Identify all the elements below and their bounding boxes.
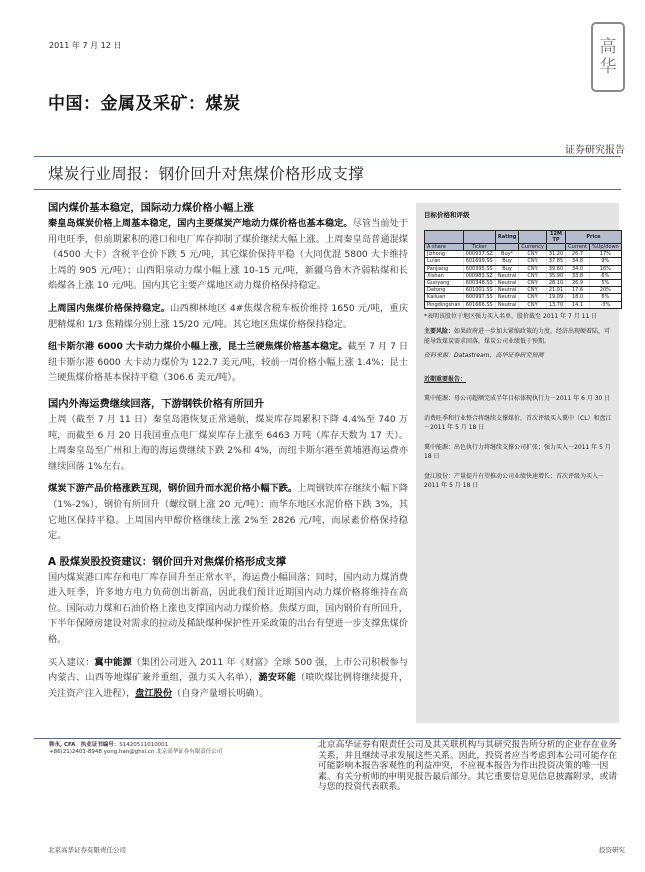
cell-updown: 20% <box>589 287 621 294</box>
cell-tp: 39.60 <box>546 265 565 272</box>
stock-name: 潞安环能 <box>258 672 296 684</box>
divider-top <box>34 156 621 157</box>
column-header <box>546 243 565 250</box>
paragraph-lead: 上周国内焦煤价格保持稳定。 <box>48 302 171 314</box>
divider-bottom <box>34 738 621 739</box>
headline: 煤炭行业周报：钢价回升对焦煤价格形成支撑 <box>48 165 365 183</box>
cell-current: 26.9 <box>566 279 590 286</box>
cell-currency: CNY <box>519 251 547 258</box>
table-row <box>425 294 622 301</box>
cell-tp: 28.10 <box>546 279 565 286</box>
stock-note: （集团公司进入 2011 年《财富》全球 500 强，上市公司积极参与内蒙古、山西等地煤矿兼并重组，强力买入名单）， <box>48 656 409 684</box>
column-header <box>495 243 518 250</box>
cell-name: Jizhong <box>425 251 464 258</box>
cell-current: 34.8 <box>566 258 590 265</box>
stock-note: （喷吹煤比例将继续提升，关注资产注入进程）， <box>48 672 409 699</box>
data-source: 资料来源：Datastream，高华证券研究预测 <box>424 352 544 360</box>
footer-label: 投资研究 <box>599 846 625 854</box>
cell-updown: 16% <box>589 265 621 272</box>
cell-name: Pingdingshan <box>425 301 464 308</box>
cell-currency: CNY <box>519 258 547 265</box>
paragraph-lead: 煤炭下游产品价格涨跌互现，钢价回升而水泥价格小幅下跌。 <box>48 483 298 495</box>
cell-currency: CNY <box>519 272 547 279</box>
cell-updown: 6% <box>589 272 621 279</box>
cell-tp: 19.09 <box>546 294 565 301</box>
column-header: Current <box>566 243 590 250</box>
cell-rating: Neutral <box>495 301 518 308</box>
cell-name: Xishan <box>425 272 464 279</box>
main-body <box>48 200 408 711</box>
cell-current: 17.6 <box>566 287 590 294</box>
paragraph-text: 山西柳林地区 4#焦煤含税车板价维持 1650 元/吨，重庆肥精煤和 1/3 焦精煤分别上涨 15/20 元/吨。其它地区焦煤价格保持稳定。 <box>48 302 409 330</box>
cell-updown: 5% <box>589 279 621 286</box>
risk-text: 如果政府进一步加大紧缩政策的力度，经济出现硬着陆，可能导致煤炭需求回落，煤炭公司业绩低于预期。 <box>424 328 611 345</box>
cell-name: Guoyang <box>425 279 464 286</box>
paragraph <box>48 339 408 386</box>
cell-tp: 21.01 <box>546 287 565 294</box>
cell-tp: 35.90 <box>546 272 565 279</box>
cell-ticker: 000983.SZ <box>463 272 495 279</box>
logo-char-1: 高 <box>599 37 617 57</box>
cell-ticker: 601001.SS <box>463 287 495 294</box>
section-title: 国内煤价基本稳定，国际动力煤价格小幅上涨 <box>48 202 254 214</box>
cell-updown: 17% <box>589 251 621 258</box>
gaohua-logo <box>591 22 625 92</box>
cell-currency: CNY <box>519 294 547 301</box>
table-row <box>425 272 622 279</box>
cell-rating: Neutral <box>495 287 518 294</box>
cell-current: 34.0 <box>566 265 590 272</box>
related-report[interactable]: 冀中能源：出色执行力将继续支撑公司扩张；强力买入－2011 年 5 月 18 日 <box>424 443 611 461</box>
table-row <box>425 258 622 265</box>
section-title: A 股煤炭股投资建议：钢价回升对焦煤价格形成支撑 <box>48 555 287 568</box>
cell-updown: 6% <box>589 294 621 301</box>
section-title: 国内外海运费继续回落，下游钢铁价格有所回升 <box>48 397 265 410</box>
sector-title: 中国：金属及采矿：煤炭 <box>48 94 241 114</box>
related-report[interactable]: 冀中能源：母公司超额完成半年目标体现执行力－2011 年 6 月 30 日 <box>424 395 611 403</box>
report-type: 证券研究报告 <box>565 145 625 156</box>
column-group: 12M TP <box>546 230 565 243</box>
cell-current: 18.0 <box>566 294 590 301</box>
cell-tp: 31.20 <box>546 251 565 258</box>
related-report[interactable]: 盘江股份：产量提升有望推动公司业绩快速增长；首次评级为买入－2011 年 5 月 18 日 <box>424 472 605 490</box>
column-header: Currency <box>519 243 547 250</box>
cell-current: 26.7 <box>566 251 590 258</box>
column-header: Ticker <box>463 243 495 250</box>
paragraph-lead: 纽卡斯尔港 6000 大卡动力煤价小幅上涨，昆士兰硬焦煤价格基本稳定。 <box>48 341 348 353</box>
stock-name: 冀中能源 <box>94 656 132 668</box>
cell-ticker: 000937.SZ <box>463 251 495 258</box>
cell-name: Panjiang <box>425 265 464 272</box>
analyst-name: 韩永, CFA <box>49 742 76 748</box>
license-label: 执业证书编号： <box>80 742 120 748</box>
analyst-info <box>49 742 222 756</box>
cell-updown: 9% <box>589 258 621 265</box>
table-row <box>425 287 622 294</box>
paragraph-text: 上周钢铁库存继续小幅下降（1%-2%），钢价有所回升（螺纹钢上涨 20 元/吨）；而华东地区水泥价格下跌 3%，其它地区保持平稳。上周国内甲醇价格继续上涨 2%至 2826 元/吨，而尿素价格保持稳定。 <box>48 483 409 542</box>
recommendation-prefix: 买入建议： <box>48 656 95 668</box>
paragraph <box>48 412 408 474</box>
column-header: A share <box>425 243 464 250</box>
column-header: %Up/down <box>589 243 621 250</box>
column-group: Rating <box>495 230 518 243</box>
risk-label: 主要风险： <box>424 328 455 336</box>
table-row <box>425 251 622 258</box>
cell-rating: Neutral <box>495 279 518 286</box>
cell-rating: Buy <box>495 265 518 272</box>
paragraph-text: 上周（截至 7 月 11 日）秦皇岛港恢复正常通航，煤炭库存周累积下降 4.4%至 740 万吨，而截至 6 月 20 日我国重点电厂煤炭库存上涨至 6463 万吨（库存天数为 17 天）。上周秦皇岛至广州和上海的海运费继续下跌 2%和 4%，而纽卡斯尔港至黄埔港海运费亦继续回落 1%左右。 <box>48 413 408 472</box>
paragraph <box>48 481 408 543</box>
paragraph-text: 国内煤炭港口库存和电厂库存回升至正常水平，海运费小幅回落；同时，国内动力煤消费进入旺季，许多地方电力负荷创出新高，因此我们预计近期国内动力煤价格将维持在高位。国际动力煤和石油价格上涨也支撑国内动力煤价格。焦煤方面，国内钢价有所回升，下半年保障房建设对需求的拉动及稀缺煤种保护性开采政策的出台有望进一步支撑焦煤价格。 <box>48 571 408 646</box>
table-row <box>425 301 622 308</box>
cell-currency: CNY <box>519 265 547 272</box>
column-group <box>425 230 464 243</box>
buy-recommendation <box>48 655 408 702</box>
paragraph-text: 尽管当前处于用电旺季，但前期累积的港口和电厂库存抑制了煤价继续大幅上涨。上周秦皇岛普通混煤（4500 大卡）含税平仓价下跌 5 元/吨，其它煤价保持平稳（大同优混 5800 大卡维持上周的 905 元/吨）；山西阳泉动力煤小幅上涨 10-15 元/吨，新疆乌鲁木齐弱粘煤和长焰煤各上涨 10 元/吨。国内其它主要产煤地区动力煤价格保持稳定。 <box>48 218 409 292</box>
sidebar-title: 目标价格和评级 <box>424 211 470 219</box>
cell-ticker: 601699.SS <box>463 258 495 265</box>
footer-company: 北京高华证券有限责任公司 <box>48 846 126 854</box>
divider-headline <box>34 189 621 190</box>
column-group: Price <box>566 230 622 243</box>
paragraph-text: 截至 7 月 7 日纽卡斯尔港 6000 大卡动力煤价为 122.7 美元/吨，较前一周价格小幅上涨 1.4%；昆士兰硬焦煤价格基本保持平稳（306.6 美元/吨）。 <box>48 341 409 384</box>
cell-name: Datong <box>425 287 464 294</box>
cell-rating: Neutral <box>495 294 518 301</box>
cell-ticker: 601666.SS <box>463 301 495 308</box>
sidebar-panel <box>416 203 619 723</box>
cell-tp: 37.85 <box>546 258 565 265</box>
table-note: *表明该股位于地区强力买入名单，股价截至 2011 年 7 月 11 日 <box>424 312 598 320</box>
logo-char-2: 华 <box>599 57 617 77</box>
paragraph-lead: 秦皇岛煤炭价格上周基本稳定，国内主要煤炭产地动力煤价格也基本稳定。 <box>48 218 353 229</box>
paragraph <box>48 570 408 648</box>
stock-note: （自身产量增长明确）。 <box>172 687 269 699</box>
cell-ticker: 600997.SS <box>463 294 495 301</box>
paragraph <box>48 216 408 294</box>
cell-name: Kailuan <box>425 294 464 301</box>
cell-updown: -3% <box>589 301 621 308</box>
cell-rating: Buy* <box>495 251 518 258</box>
stock-name: 盘江股份 <box>135 687 173 699</box>
table-header <box>425 243 622 250</box>
cell-current: 14.1 <box>566 301 590 308</box>
table-row <box>425 279 622 286</box>
analyst-contact: +86(21)2401-8948 yong.han@ghsl.cn 北京高华证券有限责任公司 <box>49 749 223 755</box>
column-group <box>463 230 495 243</box>
disclaimer: 北京高华证券有限责任公司及其关联机构与其研究报告所分析的企业存在业务关系，并且继续寻求发展这些关系。因此，投资者应当考虑到本公司可能存在可能影响本报告客观性的利益冲突，不应视本报告为作出投资决策的唯一因素。有关分析师的申明见报告最后部分。其它重要信息见信息披露附录，或请与您的投资代表联系。 <box>318 740 618 792</box>
table-group-header <box>425 230 622 243</box>
cell-currency: CNY <box>519 287 547 294</box>
cell-rating: Neutral <box>495 272 518 279</box>
table-row <box>425 265 622 272</box>
cell-currency: CNY <box>519 301 547 308</box>
section-investment-advice <box>48 554 408 702</box>
cell-name: Lu'an <box>425 258 464 265</box>
cell-ticker: 600395.SS <box>463 265 495 272</box>
cell-tp: 13.70 <box>546 301 565 308</box>
related-report[interactable]: 消费旺季和行业整合将继续支撑煤价，首次评级买入冀中（CL）和盘江－2011 年 5 月 18 日 <box>424 414 612 432</box>
key-risks <box>424 327 612 346</box>
cell-current: 33.8 <box>566 272 590 279</box>
report-date: 2011 年 7 月 12 日 <box>49 41 122 50</box>
column-group <box>519 230 547 243</box>
license-number: S1420511010001 <box>119 742 169 748</box>
related-reports-title[interactable]: 近期重要报告： <box>424 375 467 383</box>
cell-rating: Buy <box>495 258 518 265</box>
section-freight-steel <box>48 396 408 544</box>
rating-table <box>424 230 622 309</box>
cell-currency: CNY <box>519 279 547 286</box>
cell-ticker: 600348.SS <box>463 279 495 286</box>
section-coal-prices <box>48 200 408 386</box>
paragraph <box>48 301 408 332</box>
